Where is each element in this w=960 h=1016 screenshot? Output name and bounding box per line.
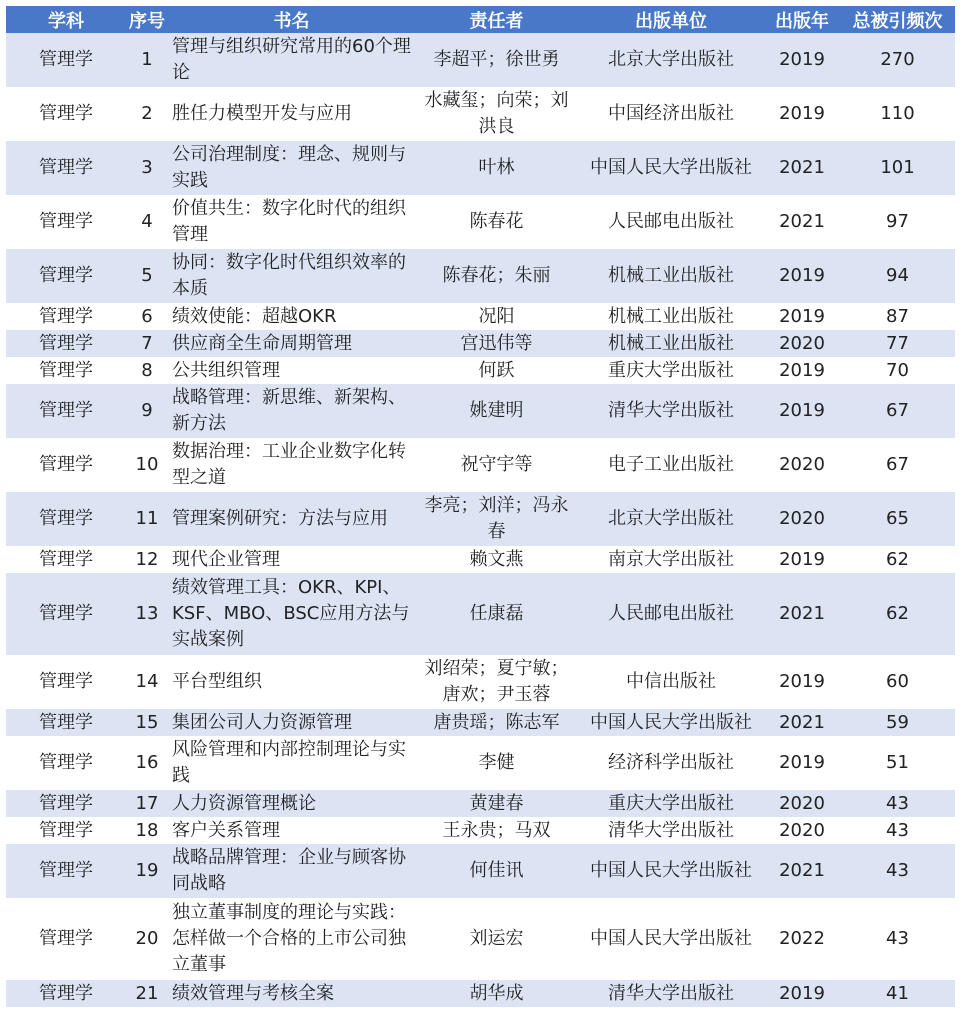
cell-year: 2021 — [779, 211, 825, 232]
header-index: 序号 — [126, 6, 168, 33]
header-row — [6, 6, 955, 33]
cell-subject: 管理学 — [6, 844, 126, 898]
cell-title: 人力资源管理概论 — [168, 790, 415, 817]
cell-subject: 管理学 — [39, 548, 93, 570]
cell-author: 李亮；刘洋；冯永春 — [415, 492, 578, 546]
cell-subject: 管理学 — [6, 573, 126, 655]
cell-subject: 管理学 — [6, 980, 126, 1007]
cell-index: 11 — [126, 492, 168, 546]
cell-author: 何佳讯 — [415, 844, 578, 898]
cell-year: 2021 — [764, 844, 840, 898]
cell-author: 刘运宏 — [469, 928, 524, 949]
table-row — [6, 573, 955, 655]
cell-citations: 70 — [886, 359, 909, 381]
table-row — [6, 330, 955, 357]
book-citation-table — [6, 6, 955, 1007]
cell-title: 管理与组织研究常用的60个理论 — [168, 33, 415, 87]
cell-subject: 管理学 — [39, 359, 93, 381]
cell-index: 5 — [126, 249, 168, 303]
cell-index: 18 — [135, 819, 159, 841]
cell-subject: 管理学 — [6, 249, 126, 303]
header-author: 责任者 — [415, 6, 578, 33]
cell-subject: 管理学 — [6, 33, 126, 87]
cell-citations: 43 — [840, 790, 955, 817]
header-subject: 学科 — [6, 6, 126, 33]
cell-year: 2021 — [764, 573, 840, 655]
table-row — [6, 898, 955, 980]
cell-index: 4 — [141, 211, 153, 232]
table-row — [6, 357, 955, 384]
cell-citations: 59 — [840, 709, 955, 736]
table-row — [6, 655, 955, 709]
cell-citations: 67 — [840, 384, 955, 438]
cell-index: 16 — [135, 752, 159, 773]
cell-author: 李超平；徐世勇 — [415, 33, 578, 87]
cell-publisher: 人民邮电出版社 — [578, 573, 764, 655]
cell-publisher: 清华大学出版社 — [578, 980, 764, 1007]
cell-author: 黄建春 — [415, 790, 578, 817]
table-row — [6, 438, 955, 492]
cell-publisher: 机械工业出版社 — [608, 305, 734, 327]
cell-index: 13 — [126, 573, 168, 655]
cell-citations: 41 — [840, 980, 955, 1007]
cell-title: 供应商全生命周期管理 — [168, 330, 415, 357]
cell-index: 21 — [126, 980, 168, 1007]
table-row — [6, 709, 955, 736]
cell-index: 12 — [135, 548, 159, 570]
cell-publisher: 人民邮电出版社 — [608, 211, 734, 232]
cell-title: 胜任力模型开发与应用 — [172, 103, 352, 124]
cell-citations: 87 — [886, 305, 909, 327]
cell-subject: 管理学 — [6, 709, 126, 736]
cell-publisher: 中国人民大学出版社 — [590, 928, 752, 949]
cell-title: 平台型组织 — [172, 671, 262, 692]
table-row — [6, 736, 955, 790]
cell-index: 10 — [135, 454, 159, 475]
table-row — [6, 492, 955, 546]
cell-year: 2019 — [779, 305, 825, 327]
cell-year: 2019 — [764, 384, 840, 438]
cell-year: 2019 — [779, 752, 825, 773]
cell-title: 绩效管理工具：OKR、KPI、KSF、MBO、BSC应用方法与实战案例 — [168, 573, 415, 655]
cell-author: 水藏玺；向荣；刘洪良 — [424, 90, 569, 137]
cell-citations: 77 — [840, 330, 955, 357]
cell-author: 祝守宇等 — [460, 454, 533, 475]
cell-publisher: 北京大学出版社 — [578, 492, 764, 546]
cell-year: 2019 — [764, 33, 840, 87]
cell-year: 2019 — [764, 249, 840, 303]
table-row — [6, 790, 955, 817]
cell-title: 公共组织管理 — [172, 359, 280, 381]
cell-publisher: 南京大学出版社 — [608, 548, 734, 570]
table-row — [6, 980, 955, 1007]
cell-year: 2019 — [779, 548, 825, 570]
cell-subject: 管理学 — [39, 752, 93, 773]
cell-index: 1 — [126, 33, 168, 87]
cell-subject: 管理学 — [6, 492, 126, 546]
cell-citations: 270 — [840, 33, 955, 87]
cell-publisher: 中信出版社 — [626, 671, 716, 692]
cell-subject: 管理学 — [39, 819, 93, 841]
cell-subject: 管理学 — [39, 454, 93, 475]
cell-author: 唐贵瑶；陈志军 — [415, 709, 578, 736]
cell-citations: 43 — [886, 819, 909, 841]
cell-publisher: 机械工业出版社 — [578, 249, 764, 303]
cell-citations: 65 — [840, 492, 955, 546]
cell-author: 况阳 — [478, 305, 515, 327]
cell-subject: 管理学 — [6, 790, 126, 817]
cell-publisher: 清华大学出版社 — [608, 819, 734, 841]
cell-title: 价值共生：数字化时代的组织管理 — [172, 198, 406, 245]
cell-year: 2019 — [779, 359, 825, 381]
cell-subject: 管理学 — [39, 928, 93, 949]
cell-citations: 67 — [886, 454, 909, 475]
cell-subject: 管理学 — [6, 330, 126, 357]
cell-author: 胡华成 — [415, 980, 578, 1007]
cell-publisher: 北京大学出版社 — [578, 33, 764, 87]
table-row — [6, 844, 955, 898]
table-row — [6, 87, 955, 141]
cell-author: 姚建明 — [415, 384, 578, 438]
cell-publisher: 电子工业出版社 — [608, 454, 734, 475]
header-citations: 总被引频次 — [840, 6, 955, 33]
cell-author: 陈春花；朱丽 — [415, 249, 578, 303]
table-row — [6, 195, 955, 249]
cell-publisher: 中国经济出版社 — [608, 103, 734, 124]
cell-publisher: 清华大学出版社 — [578, 384, 764, 438]
cell-publisher: 中国人民大学出版社 — [578, 709, 764, 736]
cell-year: 2019 — [779, 103, 825, 124]
cell-title: 战略品牌管理：企业与顾客协同战略 — [168, 844, 415, 898]
cell-year: 2019 — [779, 671, 825, 692]
cell-title: 管理案例研究：方法与应用 — [168, 492, 415, 546]
cell-index: 8 — [141, 359, 153, 381]
cell-index: 17 — [126, 790, 168, 817]
cell-author: 赖文燕 — [469, 548, 524, 570]
table-row — [6, 384, 955, 438]
cell-index: 19 — [126, 844, 168, 898]
cell-index: 9 — [126, 384, 168, 438]
cell-title: 集团公司人力资源管理 — [168, 709, 415, 736]
cell-publisher: 重庆大学出版社 — [608, 359, 734, 381]
cell-title: 绩效使能：超越OKR — [172, 305, 337, 327]
cell-title: 客户关系管理 — [172, 819, 280, 841]
cell-year: 2020 — [779, 819, 825, 841]
cell-author: 刘绍荣；夏宁敏；唐欢；尹玉蓉 — [424, 658, 569, 705]
cell-index: 15 — [126, 709, 168, 736]
cell-author: 叶林 — [415, 141, 578, 195]
cell-author: 陈春花 — [469, 211, 524, 232]
cell-subject: 管理学 — [39, 671, 93, 692]
table-row — [6, 141, 955, 195]
cell-year: 2021 — [764, 141, 840, 195]
cell-year: 2019 — [764, 980, 840, 1007]
cell-index: 6 — [141, 305, 153, 327]
cell-citations: 94 — [840, 249, 955, 303]
cell-citations: 97 — [886, 211, 909, 232]
cell-subject: 管理学 — [39, 103, 93, 124]
cell-citations: 43 — [840, 844, 955, 898]
cell-publisher: 中国人民大学出版社 — [578, 844, 764, 898]
cell-index: 7 — [126, 330, 168, 357]
cell-title: 数据治理：工业企业数字化转型之道 — [172, 441, 406, 488]
table-row — [6, 303, 955, 330]
cell-title: 独立董事制度的理论与实践：怎样做一个合格的上市公司独立董事 — [172, 902, 406, 975]
cell-publisher: 中国人民大学出版社 — [578, 141, 764, 195]
table-row — [6, 817, 955, 844]
cell-index: 14 — [135, 671, 159, 692]
table-row — [6, 33, 955, 87]
cell-author: 任康磊 — [415, 573, 578, 655]
header-publisher: 出版单位 — [578, 6, 764, 33]
cell-index: 2 — [141, 103, 153, 124]
cell-citations: 62 — [886, 548, 909, 570]
cell-year: 2020 — [764, 790, 840, 817]
cell-citations: 51 — [886, 752, 909, 773]
cell-subject: 管理学 — [39, 211, 93, 232]
cell-title: 战略管理：新思维、新架构、新方法 — [168, 384, 415, 438]
cell-citations: 110 — [880, 103, 915, 124]
cell-citations: 62 — [840, 573, 955, 655]
cell-publisher: 机械工业出版社 — [578, 330, 764, 357]
cell-subject: 管理学 — [6, 384, 126, 438]
cell-subject: 管理学 — [6, 141, 126, 195]
cell-title: 绩效管理与考核全案 — [168, 980, 415, 1007]
header-year: 出版年 — [764, 6, 840, 33]
cell-year: 2022 — [779, 928, 825, 949]
cell-subject: 管理学 — [39, 305, 93, 327]
cell-year: 2021 — [764, 709, 840, 736]
cell-title: 现代企业管理 — [172, 548, 280, 570]
cell-author: 宫迅伟等 — [415, 330, 578, 357]
cell-title: 公司治理制度：理念、规则与实践 — [168, 141, 415, 195]
cell-author: 王永贵；马双 — [442, 819, 551, 841]
table-row — [6, 249, 955, 303]
cell-citations: 60 — [886, 671, 909, 692]
cell-publisher: 经济科学出版社 — [608, 752, 734, 773]
table-row — [6, 546, 955, 573]
cell-citations: 43 — [886, 928, 909, 949]
cell-citations: 101 — [840, 141, 955, 195]
cell-index: 20 — [135, 928, 159, 949]
cell-year: 2020 — [779, 454, 825, 475]
cell-year: 2020 — [764, 330, 840, 357]
cell-title: 风险管理和内部控制理论与实践 — [172, 739, 406, 786]
cell-author: 李健 — [478, 752, 515, 773]
cell-title: 协同：数字化时代组织效率的本质 — [168, 249, 415, 303]
header-title: 书名 — [168, 6, 415, 33]
cell-author: 何跃 — [478, 359, 515, 381]
cell-index: 3 — [126, 141, 168, 195]
cell-publisher: 重庆大学出版社 — [578, 790, 764, 817]
cell-year: 2020 — [764, 492, 840, 546]
